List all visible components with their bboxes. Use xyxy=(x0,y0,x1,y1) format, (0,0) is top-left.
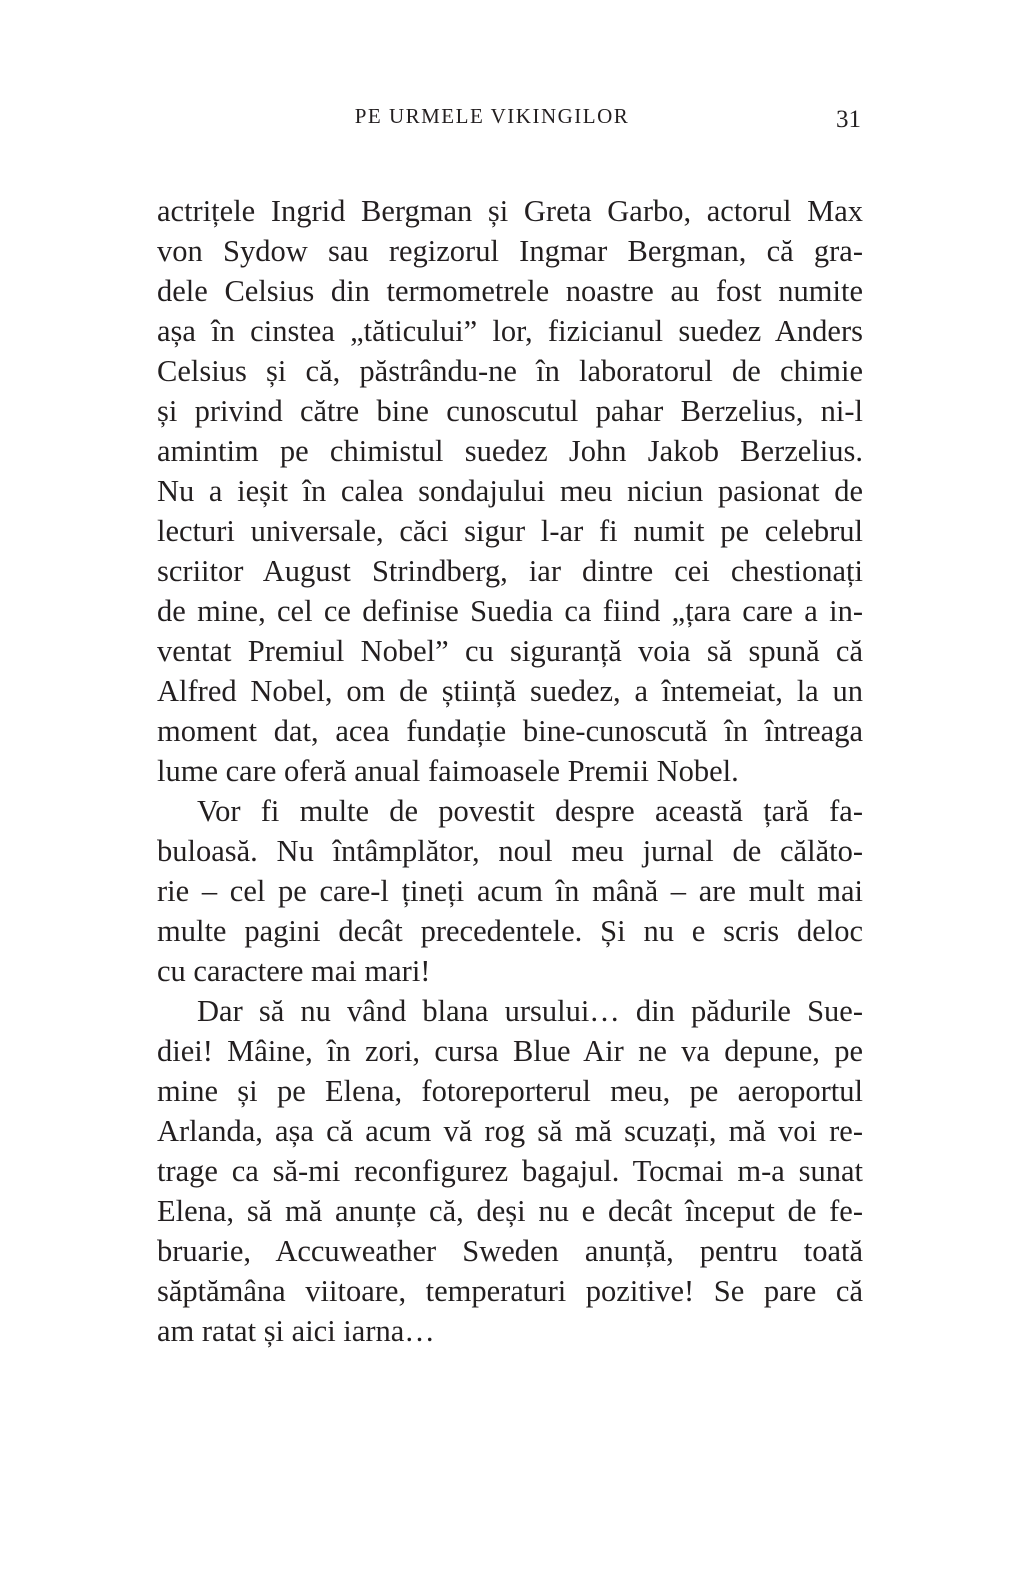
text-line: mine și pe Elena, fotoreporterul meu, pe aeroportul xyxy=(157,1074,863,1108)
text-line: lume care oferă anual faimoasele Premii Nobel. xyxy=(157,754,739,788)
text-line: trage ca să-mi reconfigurez bagajul. Tocmai m-a sunat xyxy=(157,1154,863,1188)
text-line: așa în cinstea „tăticului” lor, fizicianul suedez Anders xyxy=(157,314,863,348)
body-text xyxy=(157,191,863,1351)
text-line: dele Celsius din termometrele noastre au fost numite xyxy=(157,274,863,308)
text-line: Dar să nu vând blana ursului… din pădurile Sue- xyxy=(197,994,863,1028)
text-line: Vor fi multe de povestit despre această țară fa- xyxy=(197,794,863,828)
text-line: lecturi universale, căci sigur l-ar fi numit pe celebrul xyxy=(157,514,863,548)
text-line: de mine, cel ce definise Suedia ca fiind „țara care a in- xyxy=(157,594,863,628)
text-line: săptămâna viitoare, temperaturi pozitive! Se pare că xyxy=(157,1274,863,1308)
text-line: și privind către bine cunoscutul pahar Berzelius, ni-l xyxy=(157,394,863,428)
text-line: Arlanda, așa că acum vă rog să mă scuzați, mă voi re- xyxy=(157,1114,863,1148)
text-line: Celsius și că, păstrându-ne în laboratorul de chimie xyxy=(157,354,863,388)
text-line: scriitor August Strindberg, iar dintre cei chestionați xyxy=(157,554,863,588)
text-line: Nu a ieșit în calea sondajului meu niciun pasionat de xyxy=(157,474,863,508)
text-line: bruarie, Accuweather Sweden anunță, pentru toată xyxy=(157,1234,863,1268)
text-line: von Sydow sau regizorul Ingmar Bergman, că gra- xyxy=(157,234,863,268)
text-line: Elena, să mă anunțe că, deși nu e decât început de fe- xyxy=(157,1194,863,1228)
page-number: 31 xyxy=(836,106,861,133)
text-line: ventat Premiul Nobel” cu siguranță voia să spună că xyxy=(157,634,863,668)
text-line: am ratat și aici iarna… xyxy=(157,1314,435,1348)
text-line: diei! Mâine, în zori, cursa Blue Air ne va depune, pe xyxy=(157,1034,863,1068)
running-header xyxy=(0,104,1024,129)
running-title: PE URMELE VIKINGILOR xyxy=(354,104,630,128)
paragraph xyxy=(157,991,863,1351)
paragraph xyxy=(157,191,863,791)
paragraph xyxy=(157,791,863,991)
text-line: actrițele Ingrid Bergman și Greta Garbo, actorul Max xyxy=(157,194,863,228)
text-line: rie – cel pe care-l țineți acum în mână – are mult mai xyxy=(157,874,863,908)
text-line: buloasă. Nu întâmplător, noul meu jurnal de călăto- xyxy=(157,834,863,868)
text-line: cu caractere mai mari! xyxy=(157,954,431,988)
text-line: moment dat, acea fundație bine-cunoscută în întreaga xyxy=(157,714,863,748)
text-line: Alfred Nobel, om de știință suedez, a întemeiat, la un xyxy=(157,674,863,708)
text-line: multe pagini decât precedentele. Și nu e scris deloc xyxy=(157,914,863,948)
text-line: amintim pe chimistul suedez John Jakob Berzelius. xyxy=(157,434,863,468)
